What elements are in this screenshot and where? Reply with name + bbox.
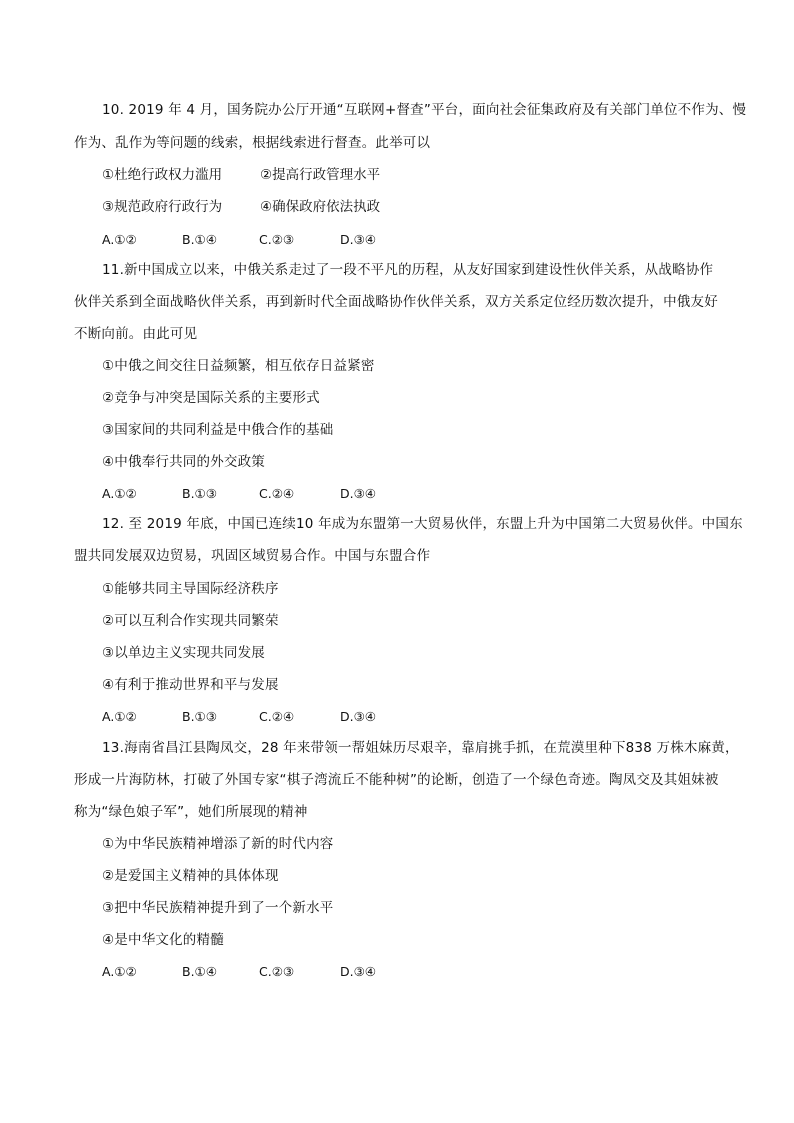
q11-option-3: ③国家间的共同利益是中俄合作的基础 <box>102 422 334 438</box>
q11-choice-c: C.②④ <box>259 486 295 501</box>
q12-choice-c: C.②④ <box>259 709 295 724</box>
q13-stem-line-1: 13.海南省昌江县陶凤交，28 年来带领一帮姐妹历尽艰辛，靠肩挑手抓，在荒漠里种下838 万株木麻黄， <box>102 740 739 756</box>
q13-choice-d: D.③④ <box>340 964 377 979</box>
q11-stem-line-2: 伙伴关系到全面战略伙伴关系，再到新时代全面战略协作伙伴关系，双方关系定位经历数次提升，中俄友好 <box>74 294 718 310</box>
q10-choice-c: C.②③ <box>259 232 295 247</box>
q13-choice-c: C.②③ <box>259 964 295 979</box>
q10-option-2: ②提高行政管理水平 <box>260 167 381 183</box>
q13-stem-line-3: 称为“绿色娘子军”，她们所展现的精神 <box>74 804 308 820</box>
q13-choice-a: A.①② <box>102 964 137 979</box>
q12-option-2: ②可以互利合作实现共同繁荣 <box>102 613 279 629</box>
q10-options-row-1 <box>102 165 381 185</box>
q13-option-4: ④是中华文化的精髓 <box>102 932 224 948</box>
q13-option-3: ③把中华民族精神提升到了一个新水平 <box>102 900 334 916</box>
q11-option-1: ①中俄之间交往日益频繁，相互依存日益紧密 <box>102 358 375 374</box>
q10-choice-d: D.③④ <box>340 232 377 247</box>
q10-options-row-2 <box>102 197 381 217</box>
q11-stem-line-1: 11.新中国成立以来，中俄关系走过了一段不平凡的历程，从友好国家到建设性伙伴关系，从战略协作 <box>102 262 714 278</box>
q10-stem-line-1: 10. 2019 年 4 月，国务院办公厅开通“互联网+督查”平台，面向社会征集政府及有关部门单位不作为、慢 <box>102 102 747 118</box>
q10-option-4: ④确保政府依法执政 <box>260 199 381 215</box>
q11-option-2: ②竞争与冲突是国际关系的主要形式 <box>102 390 320 406</box>
q12-option-4: ④有利于推动世界和平与发展 <box>102 677 279 693</box>
q11-option-4: ④中俄奉行共同的外交政策 <box>102 454 266 470</box>
q10-option-3: ③规范政府行政行为 <box>102 199 223 215</box>
q10-option-1: ①杜绝行政权力滥用 <box>102 167 223 183</box>
q12-option-3: ③以单边主义实现共同发展 <box>102 645 266 661</box>
q10-choice-b: B.①④ <box>182 232 217 247</box>
q12-stem-line-2: 盟共同发展双边贸易，巩固区域贸易合作。中国与东盟合作 <box>74 548 431 564</box>
q10-stem-line-2: 作为、乱作为等问题的线索，根据线索进行督查。此举可以 <box>74 135 431 151</box>
q11-choice-d: D.③④ <box>340 486 377 501</box>
q12-choice-d: D.③④ <box>340 709 377 724</box>
q12-option-1: ①能够共同主导国际经济秩序 <box>102 581 279 597</box>
q13-choice-b: B.①④ <box>182 964 217 979</box>
q11-choice-b: B.①③ <box>182 486 217 501</box>
q11-stem-line-3: 不断向前。由此可见 <box>74 326 198 342</box>
q12-choice-a: A.①② <box>102 709 137 724</box>
q12-choice-b: B.①③ <box>182 709 217 724</box>
q13-option-1: ①为中华民族精神增添了新的时代内容 <box>102 836 334 852</box>
q11-choice-a: A.①② <box>102 486 137 501</box>
q10-choice-a: A.①② <box>102 232 137 247</box>
q13-stem-line-2: 形成一片海防林，打破了外国专家“棋子湾流丘不能种树”的论断，创造了一个绿色奇迹。陶凤交及其姐妹被 <box>74 772 719 788</box>
q13-option-2: ②是爱国主义精神的具体体现 <box>102 868 279 884</box>
q12-stem-line-1: 12. 至 2019 年底，中国已连续10 年成为东盟第一大贸易伙伴，东盟上升为中国第二大贸易伙伴。中国东 <box>102 516 743 532</box>
